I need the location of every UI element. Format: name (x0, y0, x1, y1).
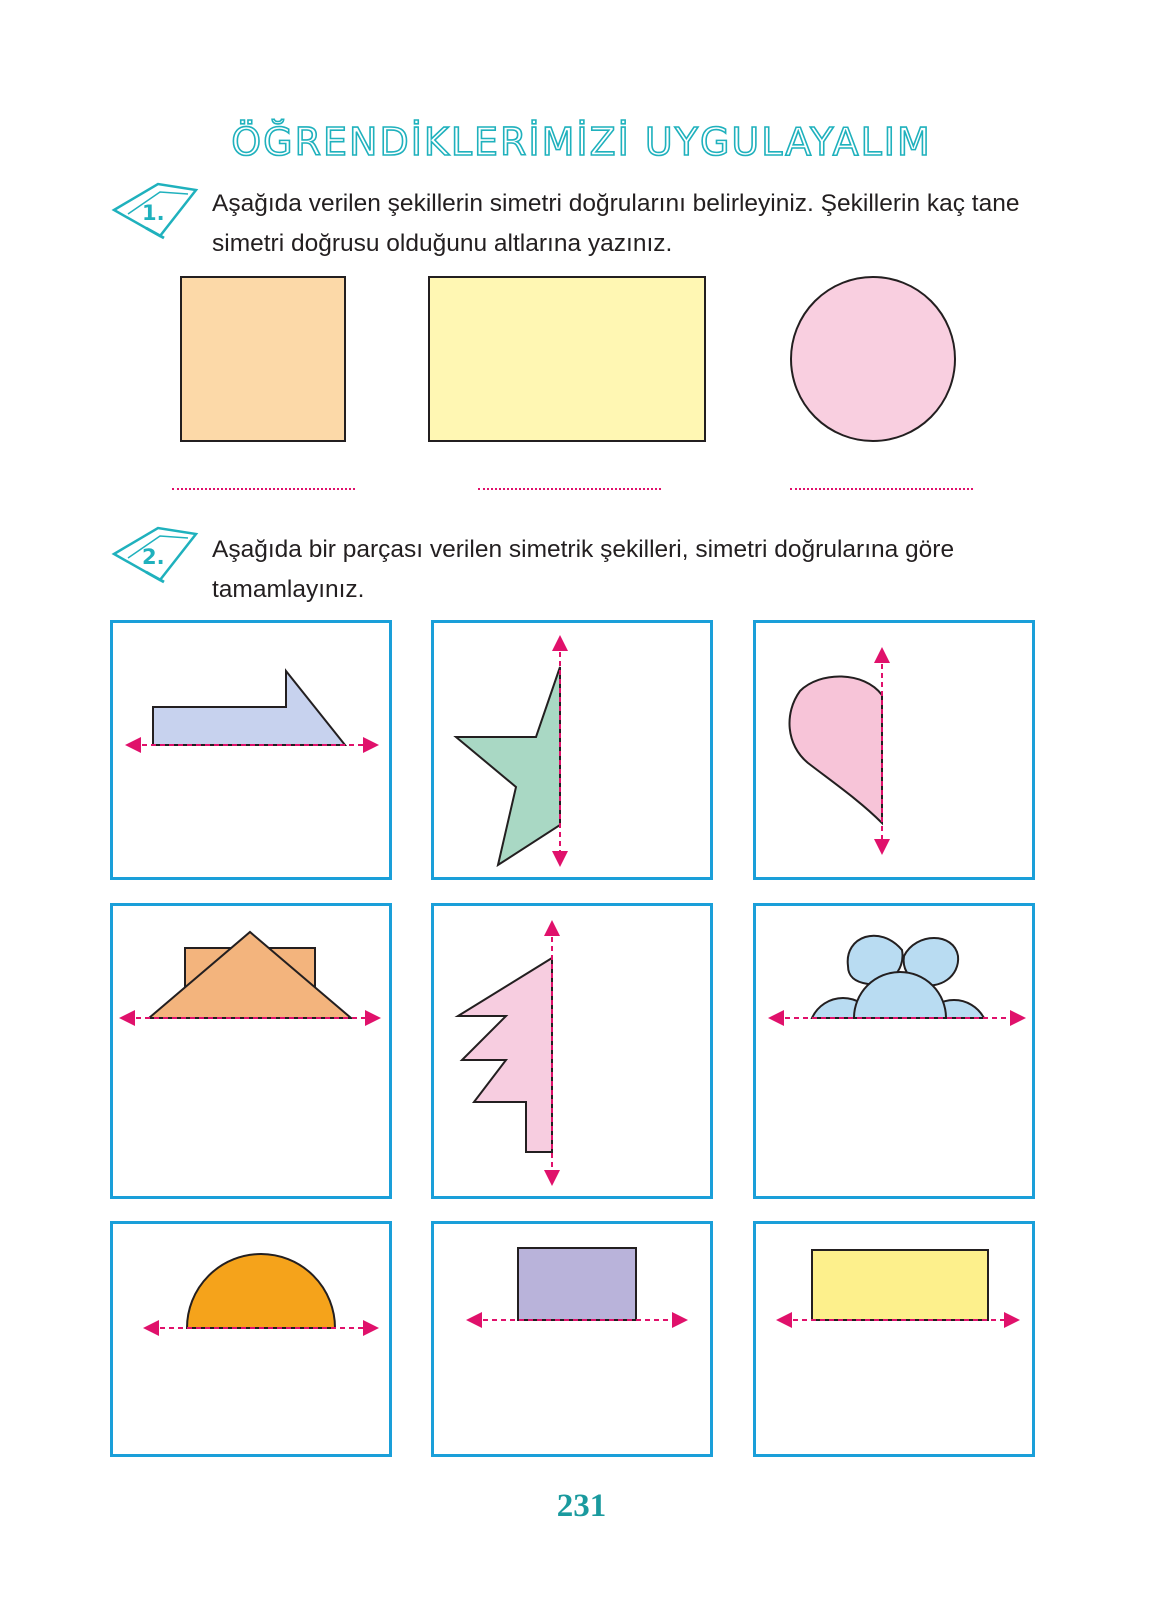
question-1-number: 1. (142, 201, 165, 225)
page-title: ÖĞRENDİKLERİMİZİ UYGULAYALIM (231, 120, 932, 164)
exercise-box-arrow[interactable] (110, 620, 392, 880)
exercise-box-tree[interactable] (431, 903, 713, 1199)
question-1-badge-icon (108, 178, 200, 242)
exercise-box-star[interactable] (431, 620, 713, 880)
page-number: 231 (556, 1488, 607, 1524)
answer-line-circle[interactable] (790, 488, 973, 490)
question-1-text: Aşağıda verilen şekillerin simetri doğrularını belirleyiniz. Şekillerin kaç tane simetri doğrusu olduğunu altlarına yazınız. (212, 190, 1020, 257)
exercise-box-semicircle[interactable] (110, 1221, 392, 1457)
exercise-box-cloud[interactable] (753, 903, 1035, 1199)
exercise-box-house[interactable] (110, 903, 392, 1199)
answer-line-square[interactable] (172, 488, 355, 490)
answer-line-rectangle[interactable] (478, 488, 661, 490)
exercise-box-purple-rectangle[interactable] (431, 1221, 713, 1457)
question-2-badge-icon (108, 522, 200, 586)
circle-shape (790, 276, 956, 442)
exercise-box-heart[interactable] (753, 620, 1035, 880)
exercise-box-yellow-rectangle[interactable] (753, 1221, 1035, 1457)
question-2-number: 2. (142, 545, 165, 569)
question-2-text: Aşağıda bir parçası verilen simetrik şekilleri, simetri doğrularına göre tamamlayınız. (212, 536, 955, 603)
square-shape (180, 276, 346, 442)
rectangle-shape (428, 276, 706, 442)
